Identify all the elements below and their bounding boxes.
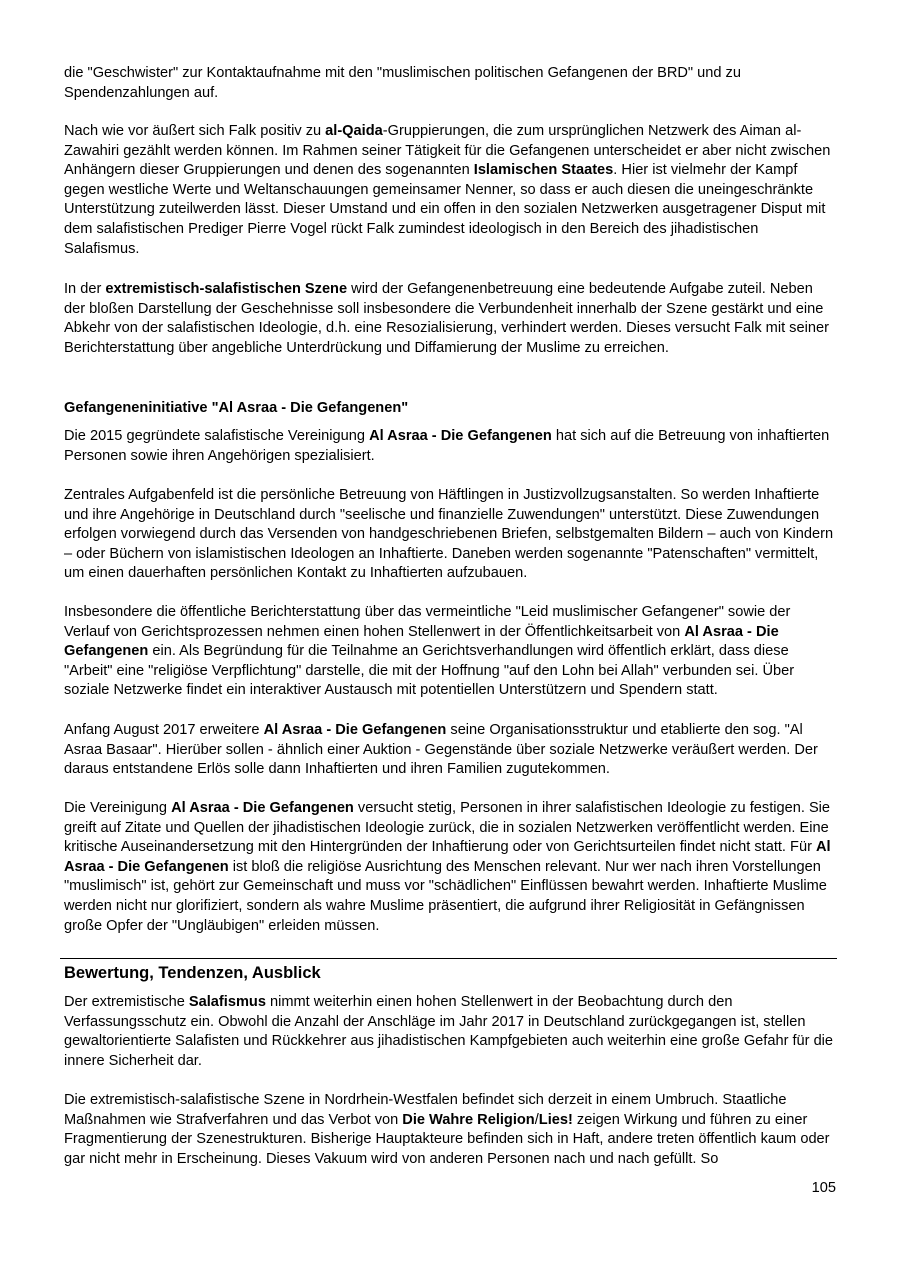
paragraph-basaar: Anfang August 2017 erweitere Al Asraa - Die Gefangenen seine Organisationsstruktur und etablierte den sog. "Al Asraa Basaar". Hierüber sollen - ähnlich einer Auktion - Gegenstände über soziale Netzwerke veräußert werden. Der daraus entstandene Erlös solle dann Inhaftierten und ihren Familien zugutekommen.: [64, 722, 818, 778]
paragraph-ideology: Die Vereinigung Al Asraa - Die Gefangenen versucht stetig, Personen in ihrer salafistischen Ideologie zu festigen. Sie greift auf Zitate und Quellen der jihadistischen Ideologie zurück, die in sozialen Netzwerken veröffentlicht werden. Eine kritische Auseinandersetzung mit den Hintergründen der Inhaftierung oder von Gerichtsurteilen findet nicht statt. Für Al Asraa - Die Gefangenen ist bloß die religiöse Ausrichtung des Menschen relevant. Nur wer nach ihren Vorstellungen "muslimisch" ist, gehört zur Gemeinschaft und muss vor "schädlichen" Einflüssen bewahrt werden. Inhaftierte Muslime werden nicht nur glorifiziert, sondern als wahre Muslime präsentiert, die aufgrund ihrer Religiosität in Gefängnissen große Opfer der "Ungläubigen" erleiden müssen.: [64, 800, 831, 934]
paragraph-reporting: Insbesondere die öffentliche Berichterstattung über das vermeintliche "Leid muslimischer Gefangener" sowie der Verlauf von Gerichtsprozessen nehmen einen hohen Stellenwert in der Öffentlichkeitsarbeit von Al Asraa - Die Gefangenen ein. Als Begründung für die Teilnahme an Gerichtsverhandlungen wird öffentlich erklärt, dass diese "Arbeit" eine "religiöse Verpflichtung" darstelle, die mit der Hoffnung "auf den Lohn bei Allah" verbunden sei. Über soziale Netzwerke findet ein interaktiver Austausch mit potentiellen Unterstützern und Spendern statt.: [64, 604, 795, 699]
paragraph-falk-alqaida: Nach wie vor äußert sich Falk positiv zu al-Qaida-Gruppierungen, die zum ursprünglichen Netzwerk des Aiman al-Zawahiri gezählt werden können. Im Rahmen seiner Tätigkeit für die Gefangenen unterscheidet er aber nicht zwischen Anhängern dieser Gruppierungen und denen des sogenannten Islamischen Staates. Hier ist vielmehr der Kampf gegen westliche Werte und Weltanschauungen gemeinsamer Nenner, so dass er auch diesen die uneingeschränkte Unterstützung zuteilwerden lässt. Dieser Umstand und ein offen in den sozialen Netzwerken ausgetragener Disput mit dem salafistischen Prediger Pierre Vogel rückt Falk zumindest ideologisch in den Bereich des jihadistischen Salafismus.: [64, 123, 831, 257]
paragraph-salafist-scene: In der extremistisch-salafistischen Szene wird der Gefangenenbetreuung eine bedeutende Aufgabe zuteil. Neben der bloßen Darstellung der Geschehnisse soll insbesondere die Verbundenheit innerhalb der Szene gestärkt und eine Abkehr von der salafistischen Ideologie, d.h. eine Resozialisierung, verhindert werden. Dieses versucht Falk mit seiner Berichterstattung über angebliche Unterdrückung und Diffamierung der Muslime zu erreichen.: [64, 281, 829, 356]
paragraph-salafism-evaluation: Der extremistische Salafismus nimmt weiterhin einen hohen Stellenwert in der Beobachtung durch den Verfassungsschutz ein. Obwohl die Anzahl der Anschläge im Jahr 2017 in Deutschland zurückgegangen ist, stellen gewaltorientierte Salafisten und Rückkehrer aus jihadistischen Kampfgebieten auch weiterhin eine große Gefahr für die innere Sicherheit dar.: [64, 994, 834, 1069]
page-number: 105: [811, 1180, 836, 1196]
paragraph-nrw-scene: Die extremistisch-salafistische Szene in Nordrhein-Westfalen befindet sich derzeit in einem Umbruch. Staatliche Maßnahmen wie Strafverfahren und das Verbot von Die Wahre Religion/Lies! zeigen Wirkung und führen zu einer Fragmentierung der Szenestrukturen. Bisherige Hauptakteure befinden sich in Haft, andere treten öffentlich kaum oder gar nicht mehr in Erscheinung. Dieses Vakuum wird von anderen Personen nach und nach gefüllt. So: [64, 1092, 830, 1167]
section-heading-evaluation: Bewertung, Tendenzen, Ausblick: [64, 964, 321, 982]
section-divider: [60, 958, 837, 959]
paragraph-care-tasks: Zentrales Aufgabenfeld ist die persönliche Betreuung von Häftlingen in Justizvollzugsanstalten. So werden Inhaftierte und ihre Angehörige in Deutschland durch "seelische und finanzielle Zuwendungen" unterstützt. Diese Zuwendungen erfolgen vorwiegend durch das Versenden von handgeschriebenen Briefen, selbstgemalten Bildern – auch von Kindern – oder Büchern von islamistischen Ideologen an Inhaftierte. Daneben werden sogenannte "Patenschaften" vermittelt, um einen dauerhaften persönlichen Kontakt zu Inhaftierten aufzubauen.: [64, 487, 834, 582]
subheading-al-asraa: Gefangeneninitiative "Al Asraa - Die Gefangenen": [64, 400, 409, 416]
paragraph-al-asraa-founded: Die 2015 gegründete salafistische Vereinigung Al Asraa - Die Gefangenen hat sich auf die Betreuung von inhaftierten Personen sowie ihren Angehörigen spezialisiert.: [64, 428, 830, 464]
paragraph-intro: die "Geschwister" zur Kontaktaufnahme mit den "muslimischen politischen Gefangenen der BRD" und zu Spendenzahlungen auf.: [64, 65, 741, 101]
